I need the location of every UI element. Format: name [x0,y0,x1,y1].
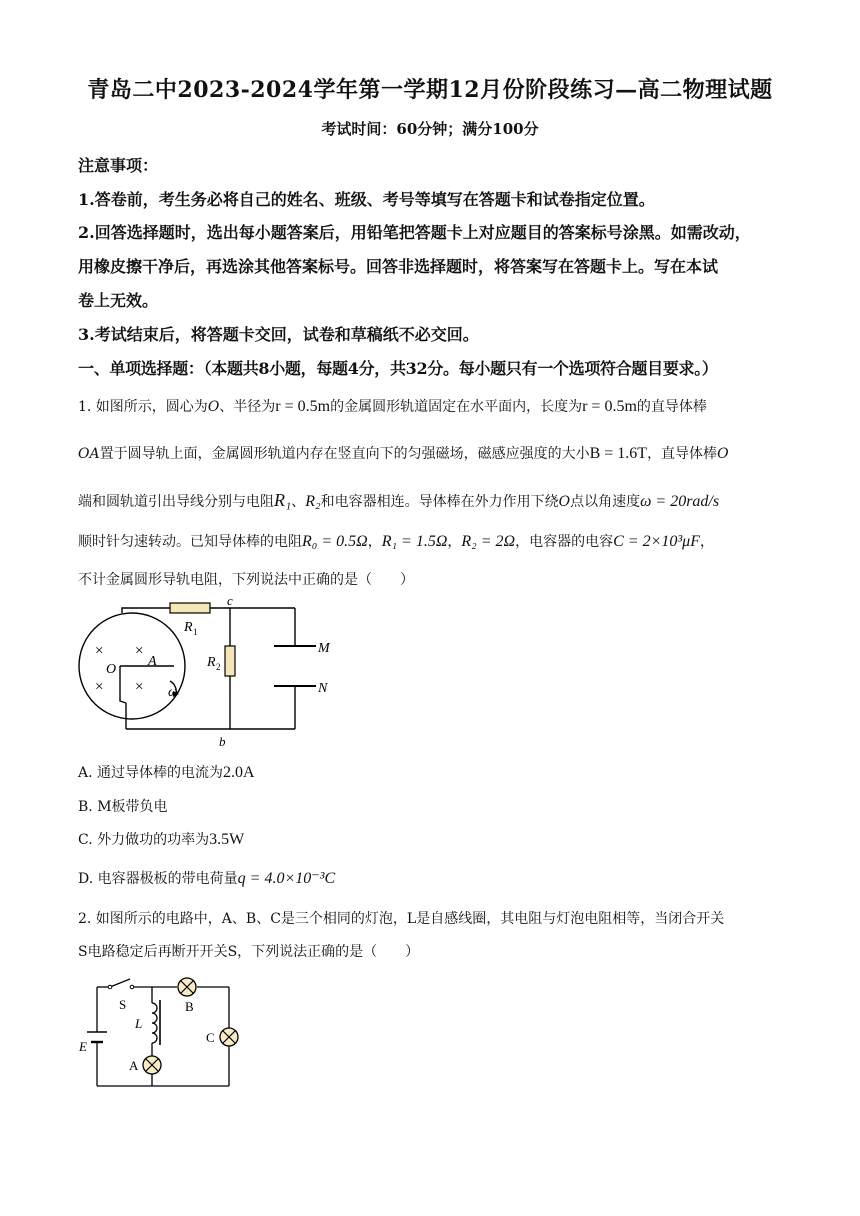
q1-line-4: 顺时针匀速转动。已知导体棒的电阻R₀ = 0.5Ω，R₁ = 1.5Ω，R₂ = 2Ω，电容器的电容C = 2×10³μF， [78,533,714,550]
q1-option-b[interactable]: B. M板带负电 [78,799,168,815]
lamp-a [143,1056,161,1074]
label-r2: R [207,655,216,670]
q1-option-d[interactable]: D. 电容器极板的带电荷量q = 4.0×10⁻³C [78,870,336,887]
notice-item-2-line-1: 2.回答选择题时，选出每小题答案后，用铅笔把答题卡上对应题目的答案标号涂黑。如需改动， [78,223,751,242]
label-e: E [79,1039,87,1054]
notice-item-3: 3.考试结束后，将答题卡交回，试卷和草稿纸不必交回。 [78,325,479,344]
section-heading: 一、单项选择题：（本题共8小题，每题4分，共32分。每小题只有一个选项符合题目要求。） [78,359,718,378]
label-r1-sub: 1 [193,627,198,637]
q1-line-5: 不计金属圆形导轨电阻，下列说法中正确的是（ ） [78,572,414,588]
label-n: N [318,681,328,696]
notice-item-2-line-3: 卷上无效。 [78,291,159,310]
label-a: A [148,654,157,669]
top-wire-left [122,608,170,610]
label-c: C [206,1030,215,1045]
label-b: B [185,999,194,1014]
q2-line-2: S电路稳定后再断开开关S，下列说法正确的是（ ） [78,944,420,960]
field-cross-2: × [135,643,144,659]
q1-line-3: 端和圆轨道引出导线分别与电阻R₁、R₂和电容器相连。导体棒在外力作用下绕O点以角速度ω = 20rad/s [78,490,720,510]
label-b: b [219,734,226,749]
label-m: M [318,641,330,656]
label-o: O [106,662,117,677]
lamp-b [178,978,196,996]
ring-lead [120,666,126,703]
switch-s [110,979,130,987]
lamp-c [220,1028,238,1046]
q1-option-a[interactable]: A. 通过导体棒的电流为2.0A [78,764,255,781]
resistor-r1 [170,603,210,613]
q2-circuit-figure [75,975,245,1090]
label-a: A [129,1058,139,1073]
exam-info: 考试时间：60分钟；满分100分 [321,120,539,138]
label-r2-sub: 2 [216,662,221,672]
field-cross-3: × [95,679,104,695]
field-cross-1: × [95,643,104,659]
notice-item-1: 1.答卷前，考生务必将自己的姓名、班级、考号等填写在答题卡和试卷指定位置。 [78,190,655,209]
q1-line-2: OA置于圆导轨上面，金属圆形轨道内存在竖直向下的匀强磁场，磁感应强度的大小B = 1.6T，直导体棒O [78,445,729,462]
label-omega: ω [168,685,178,700]
inductor-l [152,1003,157,1043]
notice-heading: 注意事项： [78,156,159,175]
label-s: S [119,997,127,1012]
label-r1: R [184,620,193,635]
label-l: L [135,1016,143,1031]
q2-line-1: 2. 如图所示的电路中，A、B、C是三个相同的灯泡，L是自感线圈，其电阻与灯泡电阻相等，当闭合开关 [78,911,725,927]
q1-option-c[interactable]: C. 外力做功的功率为3.5W [78,831,245,848]
resistor-r2 [225,646,235,676]
page-title: 青岛二中2023-2024学年第一学期12月份阶段练习—高二物理试题 [87,77,773,103]
q1-line-1: 1. 如图所示，圆心为O、半径为r = 0.5m的金属圆形轨道固定在水平面内，长度为r = 0.5m的直导体棒 [78,398,707,415]
label-c: c [227,593,233,608]
field-cross-4: × [135,679,144,695]
q1-circuit-figure [75,593,345,755]
notice-item-2-line-2: 用橡皮擦干净后，再选涂其他答案标号。回答非选择题时，将答案写在答题卡上。写在本试 [78,257,719,276]
